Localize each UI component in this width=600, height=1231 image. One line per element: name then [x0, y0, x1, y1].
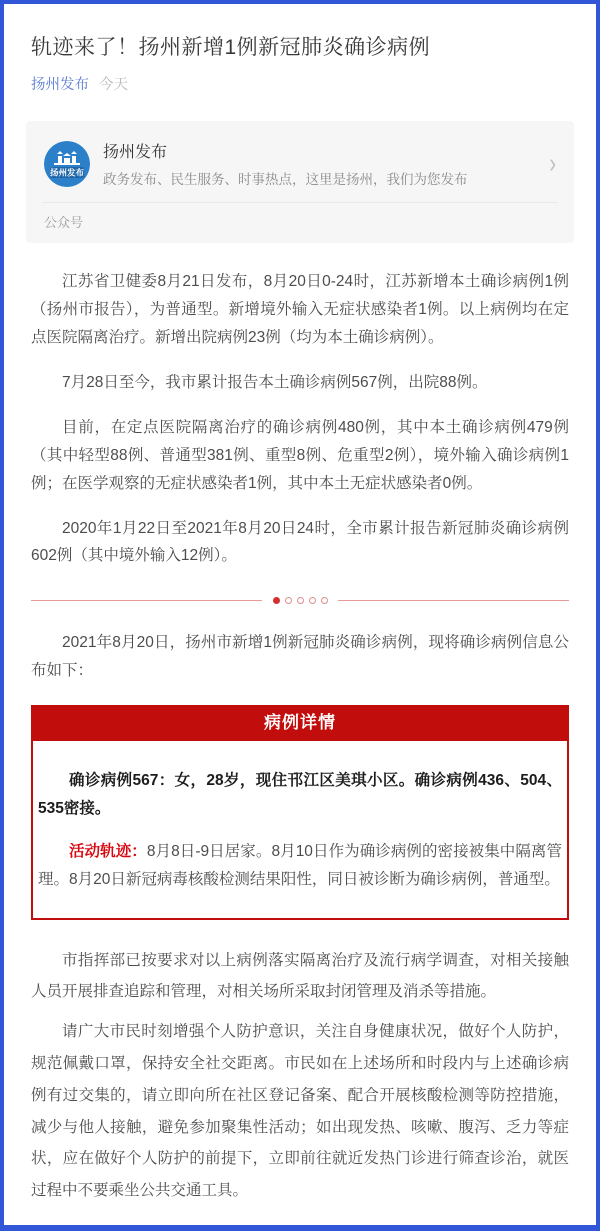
account-info — [103, 139, 539, 188]
pagination-dots — [270, 597, 330, 604]
account-name: 扬州发布 — [103, 144, 168, 162]
paragraph-hospital-status: 目前，在定点医院隔离治疗的确诊病例480例，其中本土确诊病例479例（其中轻型88例、普通型381例、重型8例、危重型2例），境外输入确诊病例1例；在医学观察的无症状感染者1例，其中本土无症状感染者0例。 — [31, 418, 569, 492]
byline-source-link[interactable]: 扬州发布 — [31, 77, 89, 94]
paragraph-provincial-report: 江苏省卫健委8月21日发布，8月20日0-24时，江苏新增本土确诊病例1例（扬州市报告），为普通型。新增境外输入无症状感染者1例。以上病例均在定点医院隔离治疗。新增出院病例23例（均为本土确诊病例）。 — [31, 273, 569, 347]
divider-line-right — [338, 600, 569, 601]
case-activity-track — [38, 838, 562, 894]
divider-line-left — [31, 600, 262, 601]
case-567-info: 确诊病例567：女，28岁，现住邗江区美琪小区。确诊病例436、504、535密接。 — [38, 772, 562, 818]
yangzhou-fabu-logo-icon — [44, 141, 90, 187]
account-card-top — [42, 121, 558, 202]
chevron-right-icon: › — [549, 148, 556, 180]
case-details-header: 病例详情 — [31, 705, 569, 741]
account-avatar — [44, 141, 90, 187]
paragraph-command-measures: 市指挥部已按要求对以上病例落实隔离治疗及流行病学调查，对相关接触人员开展排查追踪和管理，对相关场所采取封闭管理及消杀等措施。 — [31, 951, 569, 1001]
paragraph-announcement: 2021年8月20日，扬州市新增1例新冠肺炎确诊病例，现将确诊病例信息公布如下： — [31, 634, 569, 680]
pagination-dot — [321, 597, 328, 604]
byline — [31, 73, 569, 94]
case-details-body — [31, 741, 569, 920]
paragraph-public-advice: 请广大市民时刻增强个人防护意识，关注自身健康状况，做好个人防护，规范佩戴口罩，保持安全社交距离。市民如在上述场所和时段内与上述确诊病例有过交集的，请立即向所在社区登记备案、配合开展核酸检测等防控措施，减少与他人接触，避免参加聚集性活动；如出现发热、咳嗽、腹泻、乏力等症状，应在做好个人防护的前提下，立即前往就近发热门诊进行筛查诊治，就医过程中不要乘坐公共交通工具。 — [31, 1023, 569, 1200]
svg-text:扬州发布: 扬州发布 — [49, 167, 85, 178]
paragraph-cumulative-local: 7月28日至今，我市累计报告本土确诊病例567例，出院88例。 — [62, 374, 488, 392]
case-details-box — [31, 705, 569, 920]
account-card[interactable] — [26, 121, 574, 243]
paragraph-total-cases: 2020年1月22日至2021年8月20日24时，全市累计报告新冠肺炎确诊病例602例（其中境外输入12例）。 — [31, 519, 569, 565]
pagination-dot — [285, 597, 292, 604]
pagination-dot — [309, 597, 316, 604]
account-description: 政务发布、民生服务、时事热点，这里是扬州，我们为您发布 — [103, 172, 468, 188]
activity-track-text: 8月8日-9日居家。8月10日作为确诊病例的密接被集中隔离管理。8月20日新冠病毒核酸检测结果阳性，同日被诊断为确诊病例，普通型。 — [38, 842, 562, 888]
page-title: 轨迹来了！扬州新增1例新冠肺炎确诊病例 — [31, 36, 431, 59]
article-body — [4, 243, 596, 1224]
activity-track-label: 活动轨迹： — [69, 842, 147, 860]
pagination-dot-active — [273, 597, 280, 604]
section-divider — [31, 597, 569, 604]
pagination-dot — [297, 597, 304, 604]
account-type-label: 公众号 — [44, 215, 84, 231]
byline-date: 今天 — [99, 77, 128, 94]
